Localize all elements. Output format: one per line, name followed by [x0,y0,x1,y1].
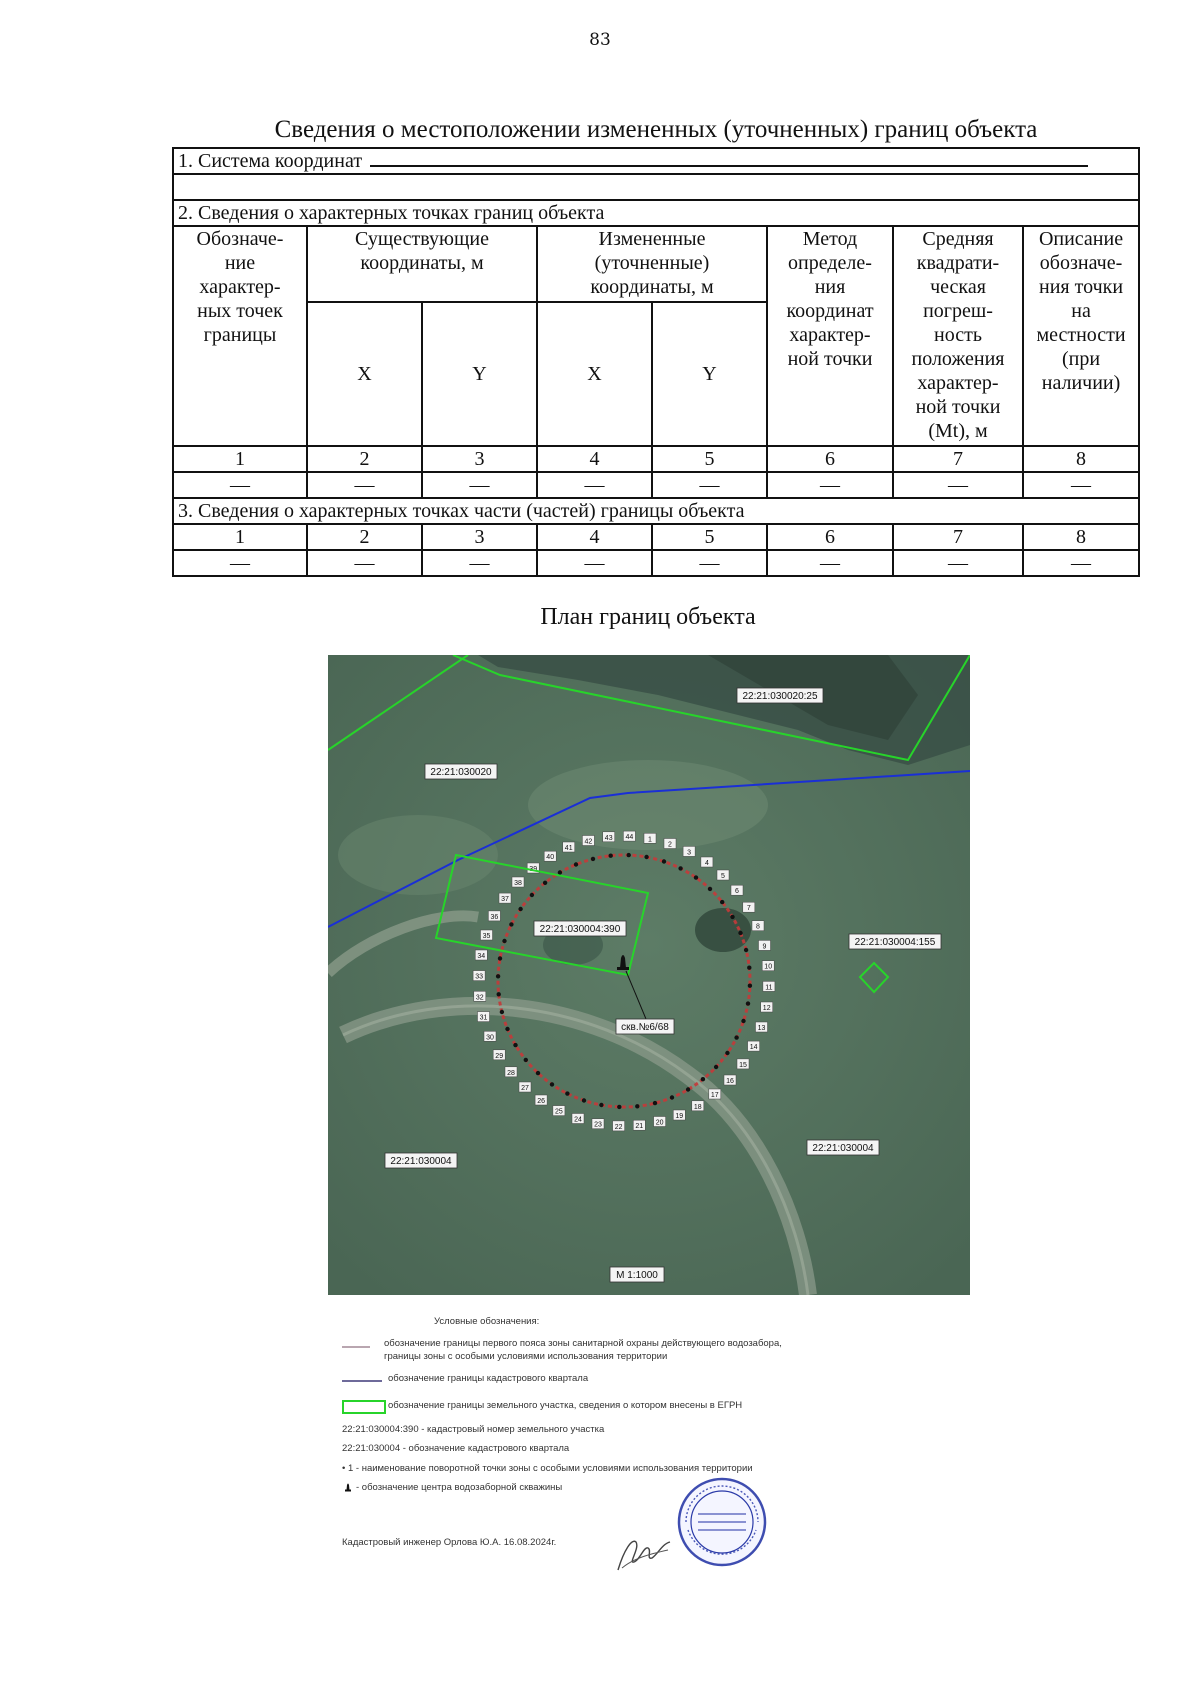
zone-point-dot [536,1071,540,1075]
zone-point-label: 39 [529,866,538,873]
zone-point-dot [498,956,502,960]
header-line: координаты, м [590,276,714,298]
zone-point-label: 34 [477,953,486,960]
zone-point-dot [505,1027,509,1031]
zone-point-dot [714,1065,718,1069]
zone-point-dot [662,859,666,863]
dash-cell: — [652,550,767,576]
zone-point-dot [509,922,513,926]
coord-system-label: 1. Система координат [178,150,363,172]
coord-system-row [173,148,1139,174]
zone-point-dot [708,887,712,891]
zone-point-label: 40 [546,854,555,862]
header-line: местности [1036,324,1126,346]
label-030004-155: 22:21:030004:155 [854,937,936,948]
bush-patch [695,908,751,952]
header-point-designation [173,226,307,446]
header-line: (при [1061,348,1101,370]
zone-point-dot [678,866,682,870]
col-number: 4 [537,524,652,550]
zone-point-label: 17 [710,1092,719,1099]
dash-cell: — [422,550,537,576]
boundary-plan-map [328,655,970,1295]
col-number: 8 [1023,524,1139,550]
zone-point-dot [496,974,500,978]
col-number: 4 [537,446,652,472]
zone-point-label: 36 [490,913,499,921]
dash-cell: — [173,550,307,576]
col-number: 3 [422,446,537,472]
header-existing-y: Y [422,302,537,446]
zone-point-label: 24 [574,1116,582,1124]
dash-cell: — [1023,472,1139,498]
zone-point-dot [725,1051,729,1055]
zone-point-dot [720,900,724,904]
label-030004-right: 22:21:030004 [812,1143,874,1154]
header-line: Обозначе- [196,228,284,250]
col-number: 7 [893,446,1023,472]
zone-point-dot [644,855,648,859]
header-line: квадрати- [916,252,1000,274]
zone-point-dot [627,853,631,857]
zone-point-label: 16 [726,1078,734,1085]
zone-point-label: 35 [482,933,491,940]
legend-zone-swatch [342,1346,370,1348]
header-mean-error [893,226,1023,446]
zone-point-label: 32 [475,994,484,1002]
header-line: ния точки [1039,276,1124,298]
header-line: характер- [917,372,999,394]
legend-quarter: обозначение границы кадастрового квартала [388,1373,589,1384]
zone-point-label: 43 [604,834,613,842]
zone-point-dot [500,1010,504,1014]
zone-point-label: 5 [721,873,725,880]
label-030020: 22:21:030020 [430,767,492,778]
zone-point-dot [686,1087,690,1091]
header-line: Метод [802,228,858,250]
section-3-heading: 3. Сведения о характерных точках части (частей) границы объекта [173,498,1139,524]
zone-point-label: 18 [693,1103,702,1111]
dash-cell: — [537,472,652,498]
header-line: Описание [1038,228,1124,250]
dash-cell: — [537,550,652,576]
header-changed-y: Y [652,302,767,446]
zone-point-label: 12 [762,1005,771,1012]
zone-point-label: 31 [479,1014,488,1022]
zone-point-dot [738,931,742,935]
zone-point-label: 1 [648,836,652,844]
handwritten-signature [610,1528,680,1578]
header-line: Измененные [598,228,706,250]
zone-point-dot [744,948,748,952]
zone-point-label: 33 [475,973,483,981]
zone-point-label: 44 [625,834,634,842]
engineer-seal [676,1476,768,1568]
header-line: наличии) [1041,372,1121,394]
header-line: погреш- [923,300,993,322]
zone-point-dot [497,992,501,996]
zone-point-label: 21 [635,1123,644,1131]
zone-point-dot [730,915,734,919]
zone-point-dot [558,870,562,874]
legend-well-icon [344,1482,352,1491]
header-line: характер- [199,276,281,298]
zone-point-dot [635,1104,639,1108]
dash-cell: — [422,472,537,498]
zone-point-label: 41 [564,845,573,852]
boundary-table [172,147,1140,577]
dash-cell: — [767,472,893,498]
zone-point-dot [599,1103,603,1107]
dash-cell: — [307,550,422,576]
legend-quarter-code: 22:21:030004 - обозначение кадастрового квартала [342,1443,570,1454]
zone-point-dot [694,875,698,879]
zone-point-label: 8 [756,923,760,931]
zone-point-dot [653,1101,657,1105]
zone-point-dot [502,939,506,943]
header-changed-x: X [537,302,652,446]
col-number: 7 [893,524,1023,550]
col-number: 1 [173,524,307,550]
dash-cell: — [767,550,893,576]
clearing-patch [338,815,498,895]
zone-point-dot [524,1058,528,1062]
legend-zone-line-2: границы зоны с особыми условиями использования территории [384,1351,668,1362]
header-line: ность [934,324,982,346]
zone-point-dot [530,893,534,897]
page-number: 83 [589,30,611,50]
zone-point-dot [746,1001,750,1005]
header-changed-coords [537,226,767,302]
col-number: 5 [652,524,767,550]
zone-point-label: 22 [614,1123,623,1131]
zone-point-dot [513,1043,517,1047]
header-line: координаты, м [360,252,484,274]
legend-zone-line-1: обозначение границы первого пояса зоны санитарной охраны действующего водозабора, [384,1338,782,1349]
col-number: 1 [173,446,307,472]
dash-cell: — [893,550,1023,576]
header-line: определе- [788,252,872,274]
zone-point-label: 20 [655,1119,664,1127]
col-number: 6 [767,446,893,472]
header-line: Средняя [922,228,994,250]
col-number: 5 [652,446,767,472]
section-2-heading: 2. Сведения о характерных точках границ объекта [173,200,1139,226]
header-line: границы [203,324,277,346]
dash-cell: — [1023,550,1139,576]
label-well: скв.№6/68 [621,1022,669,1033]
dash-cell: — [893,472,1023,498]
col-number: 3 [422,524,537,550]
header-description [1023,226,1139,446]
zone-point-dot [747,966,751,970]
header-line: Существующие [355,228,489,250]
zone-point-label: 28 [507,1069,515,1077]
document-title: Сведения о местоположении измененных (уточненных) границ объекта [274,116,1038,143]
legend-cadnum: 22:21:030004:390 - кадастровый номер земельного участка [342,1424,605,1435]
header-line: обозначе- [1039,252,1123,274]
legend-quarter-swatch [342,1380,382,1382]
plan-title: План границ объекта [540,604,756,630]
zone-point-label: 19 [675,1113,684,1120]
zone-point-label: 37 [501,896,509,904]
header-line: (Mt), м [928,420,988,442]
legend-heading: Условные обозначения: [434,1316,540,1327]
zone-point-dot [518,907,522,911]
legend-point: • 1 - наименование поворотной точки зоны с особыми условиями использования территории [342,1463,753,1474]
label-030020-25: 22:21:030020:25 [742,691,818,702]
zone-point-label: 38 [514,880,522,887]
zone-point-label: 7 [746,905,751,913]
zone-point-label: 2 [668,841,672,849]
zone-point-label: 10 [764,963,773,971]
zone-point-dot [550,1082,554,1086]
zone-point-label: 30 [486,1034,494,1042]
legend-parcel: обозначение границы земельного участка, сведения о котором внесены в ЕГРН [388,1400,743,1411]
zone-point-label: 6 [735,888,739,896]
zone-point-dot [582,1098,586,1102]
col-number: 2 [307,524,422,550]
zone-point-label: 11 [765,984,773,992]
header-line: ния [814,276,846,298]
header-line: координат [786,300,874,322]
header-line: характер- [789,324,871,346]
zone-point-dot [670,1095,674,1099]
zone-point-dot [617,1105,621,1109]
map-scale: М 1:1000 [616,1270,658,1281]
dash-cell: — [307,472,422,498]
zone-point-label: 42 [584,838,593,846]
zone-point-dot [609,854,613,858]
header-method [767,226,893,446]
col-number: 6 [767,524,893,550]
zone-point-label: 23 [594,1121,602,1129]
zone-point-label: 3 [687,849,692,857]
zone-point-label: 29 [495,1052,504,1060]
zone-point-label: 4 [704,860,709,867]
zone-point-label: 9 [762,943,767,951]
coord-system-value [370,151,1088,167]
header-line: ной точки [787,348,873,370]
zone-point-dot [574,862,578,866]
zone-point-label: 13 [757,1025,766,1032]
zone-point-label: 25 [555,1108,563,1116]
header-line: ческая [930,276,986,298]
zone-point-dot [748,984,752,988]
header-line: ние [224,252,256,274]
zone-point-label: 26 [537,1098,545,1105]
zone-point-dot [741,1019,745,1023]
zone-point-dot [734,1035,738,1039]
header-line: положения [911,348,1005,370]
legend-parcel-swatch [342,1400,386,1414]
zone-point-dot [591,857,595,861]
dash-cell: — [173,472,307,498]
blank-row [173,174,1139,200]
zone-point-label: 14 [749,1044,758,1052]
col-number: 2 [307,446,422,472]
zone-point-dot [543,881,547,885]
header-line: (уточненные) [594,252,710,274]
header-existing-coords [307,226,537,302]
label-030004-left: 22:21:030004 [390,1156,452,1167]
map-legend [330,1308,970,1608]
header-line: ных точек [197,300,283,322]
col-number: 8 [1023,446,1139,472]
label-030004-390: 22:21:030004:390 [539,924,621,935]
header-line: на [1071,300,1091,322]
zone-point-dot [701,1077,705,1081]
engineer-signature-line: Кадастровый инженер Орлова Ю.А. 16.08.2024г. [342,1537,557,1548]
zone-point-dot [565,1091,569,1095]
header-existing-x: X [307,302,422,446]
zone-point-label: 27 [521,1085,529,1092]
header-line: ной точки [915,396,1001,418]
zone-point-label: 15 [739,1061,747,1069]
dash-cell: — [652,472,767,498]
legend-well: - обозначение центра водозаборной скважины [356,1482,563,1493]
